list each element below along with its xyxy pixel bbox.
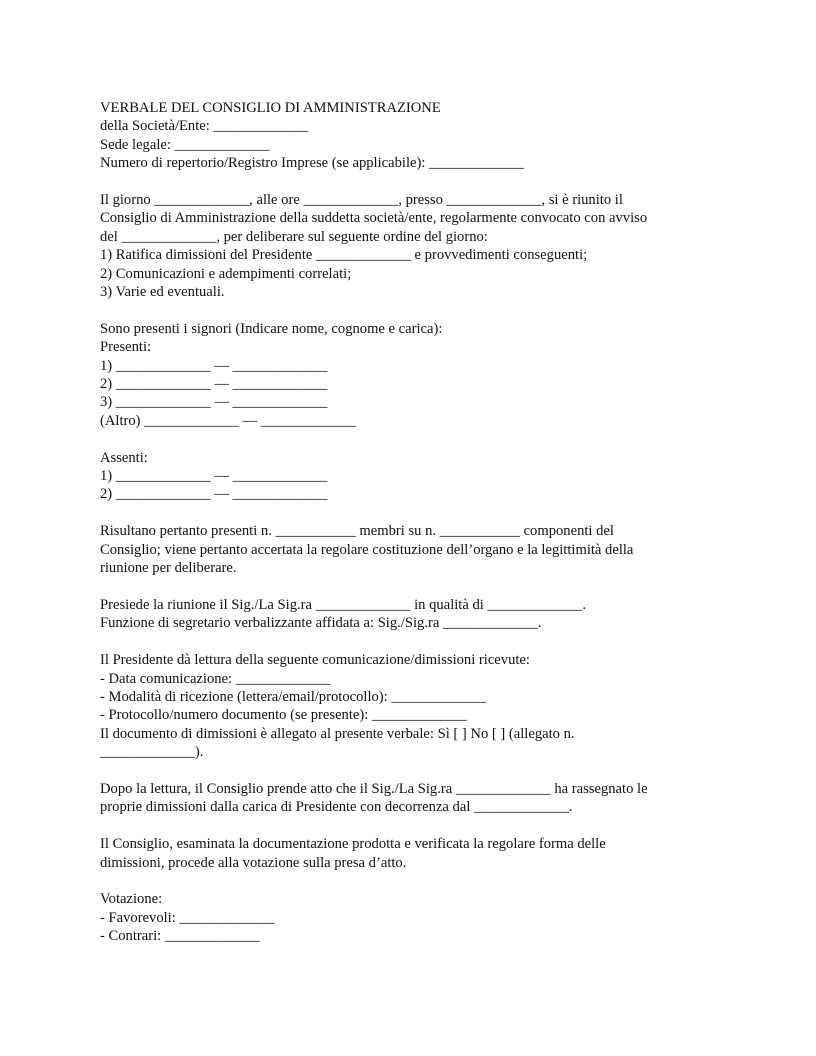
agenda-item: 3) Varie ed eventuali.	[100, 284, 225, 301]
quorum-line: Consiglio; viene pertanto accertata la regolare costituzione dell’organo e la legittimità della	[100, 541, 634, 558]
chair-section	[100, 596, 720, 633]
quorum-line: Risultano pertanto presenti n. ___________ membri su n. ___________ componenti del	[100, 523, 614, 540]
votes-against-line: - Contrari: _____________	[100, 928, 260, 945]
agenda-item: 1) Ratifica dimissioni del Presidente _____________ e provvedimenti conseguenti;	[100, 247, 588, 264]
present-member-line: 3) _____________ — _____________	[100, 394, 328, 411]
communication-date-line: - Data comunicazione: _____________	[100, 670, 331, 687]
present-intro-line: Sono presenti i signori (Indicare nome, cognome e carica):	[100, 320, 443, 337]
attachment-line: Il documento di dimissioni è allegato al presente verbale: Sì [ ] No [ ] (allegato n.	[100, 725, 575, 742]
spacer	[100, 633, 720, 651]
present-members-section	[100, 320, 720, 430]
present-heading: Presenti:	[100, 339, 152, 356]
spacer	[100, 578, 720, 596]
spacer	[100, 430, 720, 448]
company-line: della Società/Ente: _____________	[100, 118, 309, 135]
absent-member-line: 1) _____________ — _____________	[100, 468, 328, 485]
present-member-line: 2) _____________ — _____________	[100, 376, 328, 393]
intro-line: Consiglio di Amministrazione della suddetta società/ente, regolarmente convocato con avviso	[100, 210, 648, 227]
intro-line: del _____________, per deliberare sul seguente ordine del giorno:	[100, 228, 488, 245]
intro-section	[100, 191, 720, 301]
vote-heading: Votazione:	[100, 891, 163, 908]
acknowledgement-section	[100, 780, 720, 817]
spacer	[100, 173, 720, 191]
chair-line: Presiede la riunione il Sig./La Sig.ra _____________ in qualità di _____________.	[100, 596, 586, 613]
examination-line: dimissioni, procede alla votazione sulla presa d’atto.	[100, 854, 407, 871]
examination-section	[100, 835, 720, 872]
attachment-line: _____________).	[100, 744, 204, 761]
quorum-section	[100, 522, 720, 577]
examination-line: Il Consiglio, esaminata la documentazione prodotta e verificata la regolare forma delle	[100, 836, 606, 853]
spacer	[100, 817, 720, 835]
document-page	[100, 99, 720, 946]
intro-line: Il giorno _____________, alle ore _____________, presso _____________, si è riunito il	[100, 192, 623, 209]
secretary-line: Funzione di segretario verbalizzante affidata a: Sig./Sig.ra _____________.	[100, 615, 542, 632]
spacer	[100, 872, 720, 890]
acknowledgement-line: proprie dimissioni dalla carica di Presidente con decorrenza dal _____________.	[100, 799, 573, 816]
spacer	[100, 301, 720, 319]
present-member-line: (Altro) _____________ — _____________	[100, 412, 356, 429]
reading-section	[100, 651, 720, 761]
registry-number-line: Numero di repertorio/Registro Imprese (se applicabile): _____________	[100, 155, 524, 172]
reading-intro-line: Il Presidente dà lettura della seguente comunicazione/dimissioni ricevute:	[100, 652, 530, 669]
spacer	[100, 762, 720, 780]
present-member-line: 1) _____________ — _____________	[100, 357, 328, 374]
vote-section	[100, 890, 720, 945]
votes-in-favor-line: - Favorevoli: _____________	[100, 909, 275, 926]
reception-mode-line: - Modalità di ricezione (lettera/email/protocollo): _____________	[100, 688, 487, 705]
absent-member-line: 2) _____________ — _____________	[100, 486, 328, 503]
document-title: VERBALE DEL CONSIGLIO DI AMMINISTRAZIONE	[100, 100, 441, 116]
registered-office-line: Sede legale: _____________	[100, 136, 270, 153]
spacer	[100, 504, 720, 522]
agenda-item: 2) Comunicazioni e adempimenti correlati;	[100, 265, 352, 282]
protocol-number-line: - Protocollo/numero documento (se presente): _____________	[100, 707, 467, 724]
absent-heading: Assenti:	[100, 449, 148, 466]
quorum-line: riunione per deliberare.	[100, 560, 237, 577]
header-section	[100, 99, 720, 173]
absent-members-section	[100, 449, 720, 504]
acknowledgement-line: Dopo la lettura, il Consiglio prende atto che il Sig./La Sig.ra _____________ ha rassegnato le	[100, 780, 648, 797]
